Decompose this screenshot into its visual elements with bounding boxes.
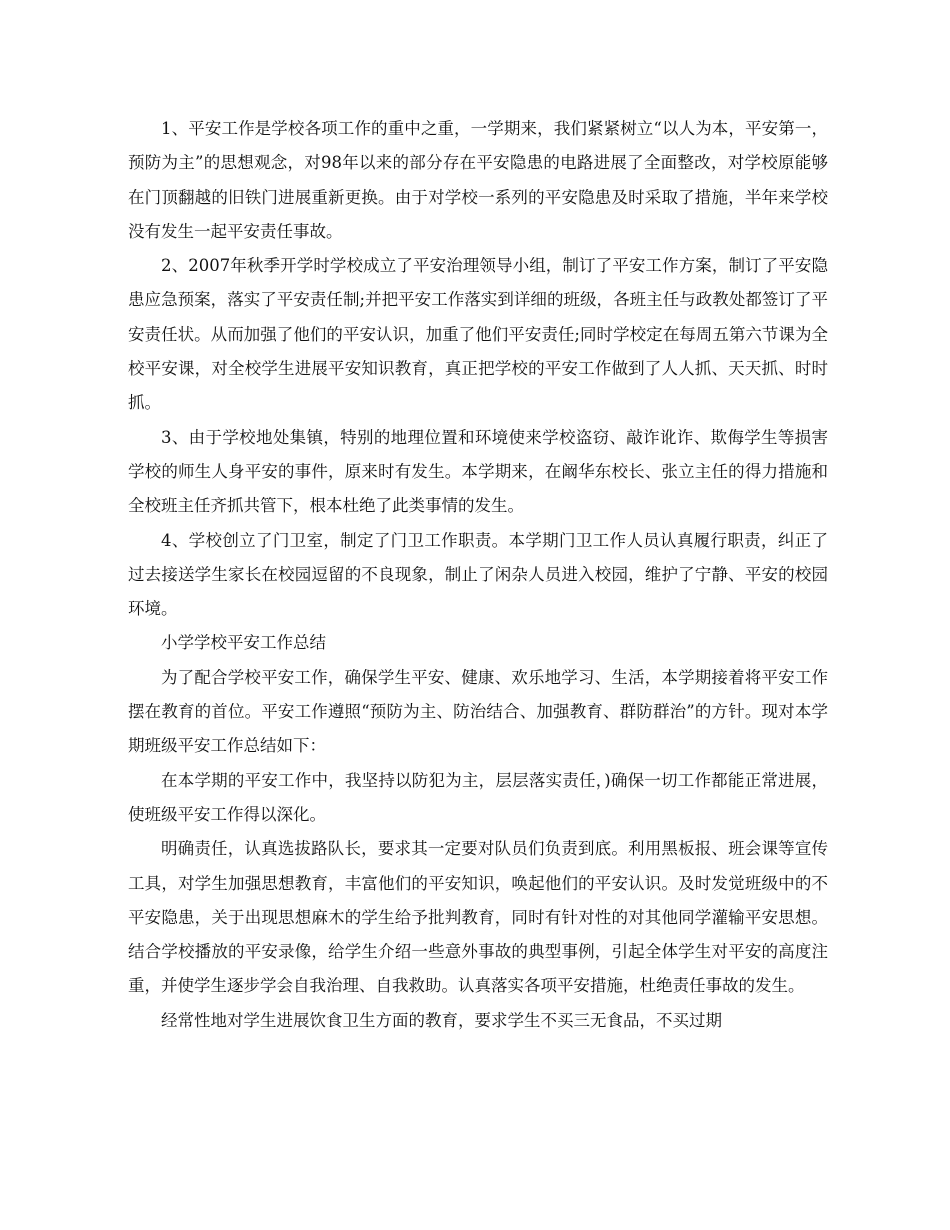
paragraph-campus-security: 3、由于学校地处集镇，特别的地理位置和环境使来学校盗窃、敲诈讹诈、欺侮学生等损害学校的师生人身平安的事件，原来时有发生。本学期来，在阚华东校长、张立主任的得力措施和全校班主任齐抓共管下，根本杜绝了此类事情的发生。 bbox=[128, 427, 828, 516]
paragraph-responsibility: 明确责任，认真选拔路队长，要求其一定要对队员们负责到底。利用黑板报、班会课等宣传工具，对学生加强思想教育，丰富他们的平安知识，唤起他们的平安认识。及时发觉班级中的不平安隐患，关于出现思想麻木的学生给予批判教育，同时有针对性的对其他同学灌输平安思想。结合学校播放的平安录像，给学生介绍一些意外事故的典型事例，引起全体学生对平安的高度注重，并使学生逐步学会自我治理、自我救助。认真落实各项平安措施，杜绝责任事故的发生。 bbox=[128, 839, 828, 996]
paragraph-safety-management-group: 2、2007年秋季开学时学校成立了平安治理领导小组，制订了平安工作方案，制订了平安隐患应急预案，落实了平安责任制;并把平安工作落实到详细的班级，各班主任与政教处都签订了平安责任状。从而加强了他们的平安认识，加重了他们平安责任;同时学校定在每周五第六节课为全校平安课，对全校学生进展平安知识教育，真正把学校的平安工作做到了人人抓、天天抓、时时抓。 bbox=[128, 256, 828, 413]
paragraph-prevention: 在本学期的平安工作中，我坚持以防犯为主，层层落实责任，)确保一切工作都能正常进展，使班级平安工作得以深化。 bbox=[128, 770, 828, 824]
section-heading: 小学学校平安工作总结 bbox=[161, 633, 326, 653]
paragraph-food-hygiene: 经常性地对学生进展饮食卫生方面的教育，要求学生不买三无食品，不买过期 bbox=[161, 1010, 722, 1030]
paragraph-intro: 为了配合学校平安工作，确保学生平安、健康、欢乐地学习、生活，本学期接着将平安工作摆在教育的首位。平安工作遵照“预防为主、防治结合、加强教育、群防群治”的方针。现对本学期班级平安工作总结如下： bbox=[128, 667, 828, 756]
paragraph-guard-room: 4、学校创立了门卫室，制定了门卫工作职责。本学期门卫工作人员认真履行职责，纠正了过去接送学生家长在校园逗留的不良现象，制止了闲杂人员进入校园，维护了宁静、平安的校园环境。 bbox=[128, 530, 828, 619]
paragraph-safety-priority: 1、平安工作是学校各项工作的重中之重，一学期来，我们紧紧树立“以人为本，平安第一，预防为主”的思想观念，对98年以来的部分存在平安隐患的电路进展了全面整改，对学校原能够在门顶翻越的旧铁门进展重新更换。由于对学校一系列的平安隐患及时采取了措施，半年来学校没有发生一起平安责任事故。 bbox=[128, 119, 828, 241]
document-body bbox=[128, 112, 828, 1038]
